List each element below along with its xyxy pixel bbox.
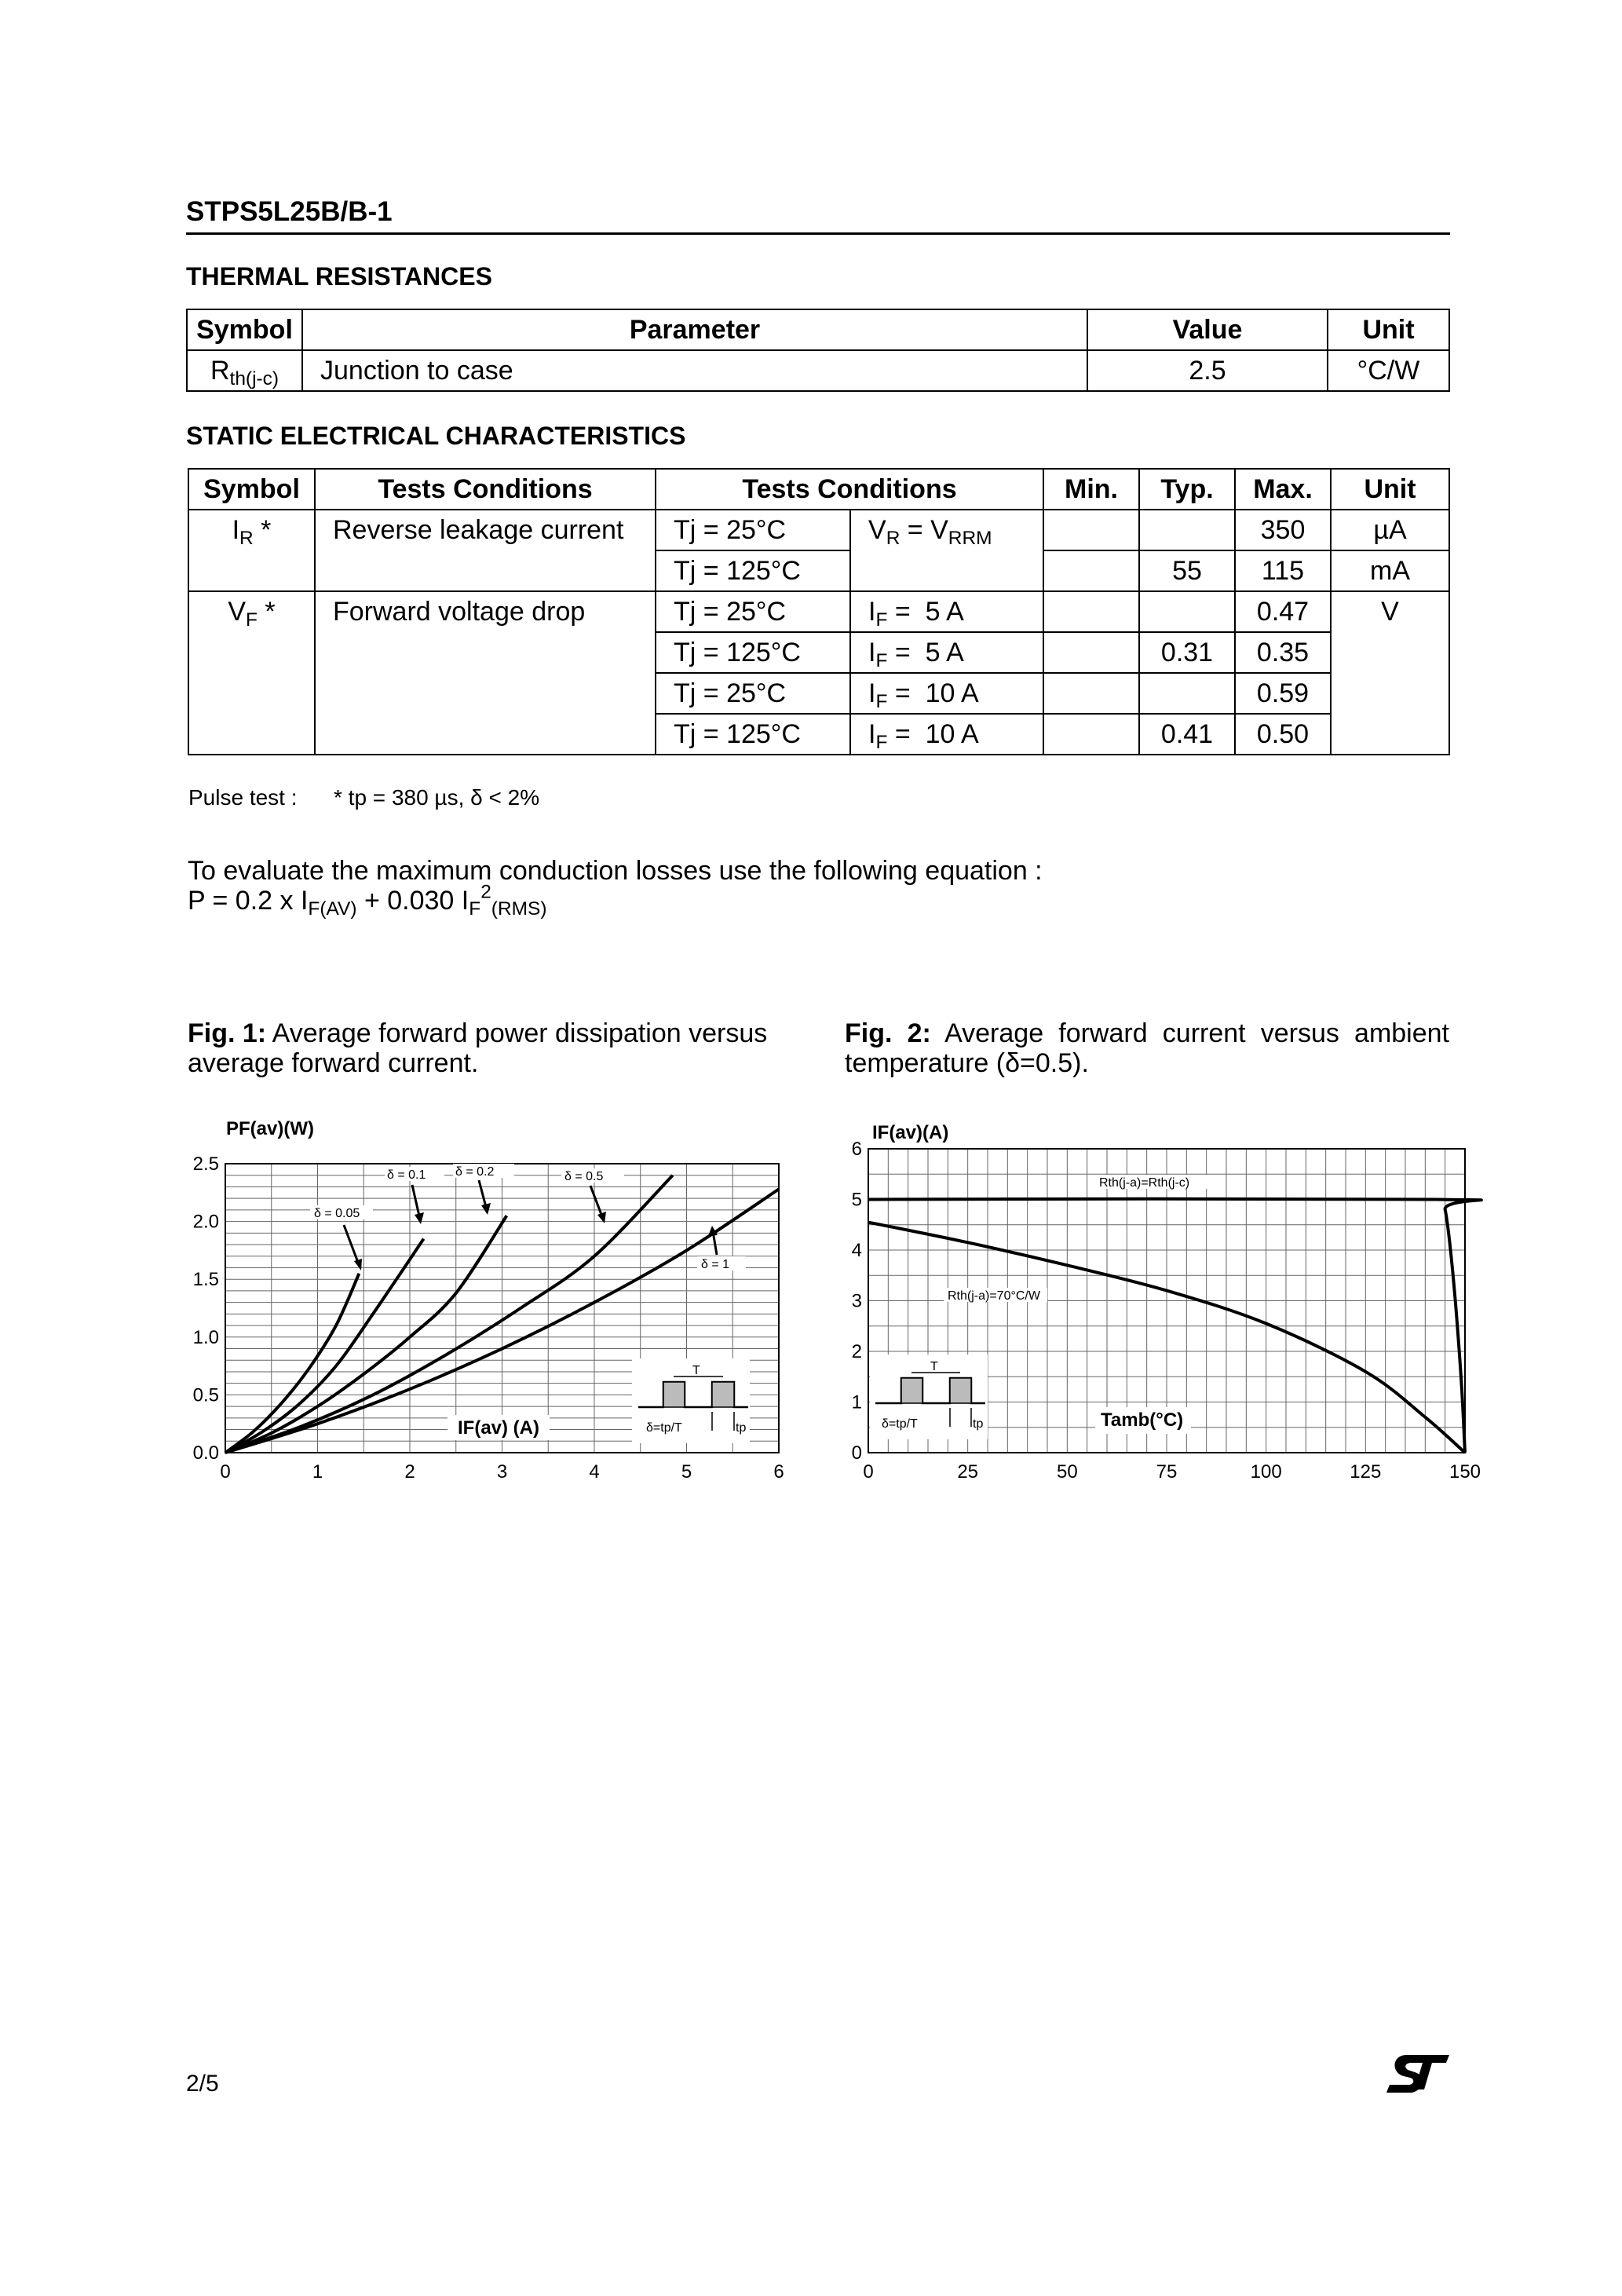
min-cell xyxy=(1043,510,1139,550)
tj-cell: Tj = 25°C xyxy=(656,591,850,632)
typ-cell xyxy=(1139,510,1235,550)
col-header: Unit xyxy=(1328,309,1449,350)
x-tick-label: 50 xyxy=(1056,1461,1078,1483)
condition-cell: $I_F = 10$ A xyxy=(850,673,1043,714)
x-tick-label: 0 xyxy=(220,1461,231,1483)
pulse-hatch xyxy=(950,1378,971,1403)
tp-label: tp xyxy=(736,1421,747,1435)
col-header: Typ. xyxy=(1139,469,1235,510)
y-tick-label: 3 xyxy=(851,1290,862,1312)
max-cell: 0.50 xyxy=(1235,714,1331,755)
parameter-cell: Forward voltage drop xyxy=(315,591,656,755)
min-cell xyxy=(1043,673,1139,714)
thermal-table xyxy=(186,309,1450,392)
x-axis-label: Tamb(°C) xyxy=(1101,1409,1184,1431)
y-tick-label: 2 xyxy=(851,1341,862,1362)
table-header-row xyxy=(188,469,1449,510)
col-header: Max. xyxy=(1235,469,1331,510)
x-tick-label: 1 xyxy=(312,1461,323,1483)
parameter-cell: Reverse leakage current xyxy=(315,510,656,591)
document-title: STPS5L25B/B-1 xyxy=(186,196,393,227)
pulse-test-label: Pulse test : xyxy=(188,785,298,810)
period-label: T xyxy=(930,1360,938,1373)
y-tick-label: 1.5 xyxy=(192,1269,219,1291)
series-label: Rth(j-a)=70°C/W xyxy=(948,1289,1040,1303)
arrowhead xyxy=(354,1259,362,1270)
series-label: δ = 0.2 xyxy=(455,1165,495,1179)
tj-cell: Tj = 25°C xyxy=(656,510,850,550)
pulse-hatch xyxy=(901,1378,922,1403)
symbol-cell: $R_{th(j-c)}$ xyxy=(187,350,302,391)
y-tick-label: 2.0 xyxy=(192,1211,219,1233)
x-tick-label: 3 xyxy=(496,1461,508,1483)
x-tick-label: 4 xyxy=(589,1461,600,1483)
tj-cell: Tj = 25°C xyxy=(656,673,850,714)
period-label: T xyxy=(692,1364,700,1377)
tj-cell: Tj = 125°C xyxy=(656,550,850,591)
col-header: Parameter xyxy=(302,309,1087,350)
x-tick-label: 25 xyxy=(957,1461,979,1483)
series-label: δ = 0.1 xyxy=(387,1168,426,1182)
symbol-cell: $I_R$ * xyxy=(188,510,315,591)
x-tick-label: 2 xyxy=(404,1461,415,1483)
max-cell: 0.35 xyxy=(1235,632,1331,673)
x-tick-label: 100 xyxy=(1250,1461,1282,1483)
max-cell: 350 xyxy=(1235,510,1331,550)
y-tick-label: 4 xyxy=(851,1240,862,1261)
y-tick-label: 1.0 xyxy=(192,1326,219,1348)
col-header: Tests Conditions xyxy=(656,469,1043,510)
table-row xyxy=(187,350,1449,391)
condition-cell: $I_F = 10$ A xyxy=(850,714,1043,755)
pulse-inset xyxy=(632,1358,750,1443)
unit-cell: µA xyxy=(1331,510,1449,550)
col-header: Tests Conditions xyxy=(315,469,656,510)
symbol-cell: $V_F$ * xyxy=(188,591,315,755)
thermal-section-title: THERMAL RESISTANCES xyxy=(186,262,492,291)
col-header: Symbol xyxy=(187,309,302,350)
col-header: Symbol xyxy=(188,469,315,510)
table-header-row xyxy=(187,309,1449,350)
y-tick-labels xyxy=(193,1153,219,1464)
x-tick-labels xyxy=(863,1461,1481,1483)
condition-cell: $V_R = V_{RRM}$ xyxy=(850,510,1043,591)
st-logo-shape xyxy=(1386,2055,1449,2093)
y-axis-label: PF(av)(W) xyxy=(226,1118,314,1139)
y-tick-label: 0.0 xyxy=(192,1442,219,1464)
arrowhead xyxy=(481,1203,491,1215)
duty-label: δ=tp/T xyxy=(646,1421,682,1435)
pulse-test-value: * tp = 380 µs, δ < 2% xyxy=(334,785,540,810)
x-tick-label: 125 xyxy=(1350,1461,1382,1483)
typ-cell: 55 xyxy=(1139,550,1235,591)
condition-cell: $I_F = 5$ A xyxy=(850,591,1043,632)
y-tick-labels xyxy=(852,1139,862,1464)
table-row xyxy=(188,591,1449,632)
duty-label: δ=tp/T xyxy=(882,1417,918,1431)
col-header: Min. xyxy=(1043,469,1139,510)
tp-label: tp xyxy=(973,1417,984,1431)
x-axis-label: IF(av) (A) xyxy=(458,1417,539,1439)
x-tick-label: 75 xyxy=(1156,1461,1178,1483)
max-cell: 115 xyxy=(1235,550,1331,591)
y-tick-label: 6 xyxy=(851,1139,862,1160)
pulse-inset xyxy=(870,1355,988,1439)
unit-cell: V xyxy=(1331,591,1449,755)
condition-cell: $I_F = 5$ A xyxy=(850,632,1043,673)
min-cell xyxy=(1043,714,1139,755)
x-tick-labels xyxy=(220,1461,784,1483)
min-cell xyxy=(1043,632,1139,673)
series-label: δ = 1 xyxy=(701,1258,730,1271)
min-cell xyxy=(1043,591,1139,632)
pulse-hatch xyxy=(663,1382,685,1407)
typ-cell xyxy=(1139,591,1235,632)
y-tick-label: 1 xyxy=(851,1391,862,1413)
max-cell: 0.47 xyxy=(1235,591,1331,632)
series-label: δ = 0.05 xyxy=(314,1207,360,1220)
tj-cell: Tj = 125°C xyxy=(656,714,850,755)
y-tick-label: 5 xyxy=(851,1189,862,1211)
fig1-chart xyxy=(177,1115,805,1484)
unit-cell: mA xyxy=(1331,550,1449,591)
page-number: 2/5 xyxy=(186,2071,219,2097)
col-header: Value xyxy=(1087,309,1328,350)
arrowhead xyxy=(415,1212,424,1224)
typ-cell xyxy=(1139,673,1235,714)
fig2-chart xyxy=(836,1115,1481,1484)
y-tick-label: 0 xyxy=(851,1442,862,1464)
fig2-caption: Fig. 2: Average forward current versus ambient temperature (δ=0.5). xyxy=(845,1018,1449,1078)
x-tick-label: 6 xyxy=(773,1461,784,1483)
max-cell: 0.59 xyxy=(1235,673,1331,714)
st-logo-icon xyxy=(1383,2052,1451,2097)
static-section-title: STATIC ELECTRICAL CHARACTERISTICS xyxy=(186,422,686,450)
static-table xyxy=(188,468,1450,755)
equation: P = 0.2 x $I_{F(AV)} + 0.030$ $I_F^2_{(RMS)}$ xyxy=(188,881,547,919)
x-tick-label: 150 xyxy=(1448,1461,1481,1483)
y-tick-label: 0.5 xyxy=(192,1384,219,1406)
typ-cell: 0.31 xyxy=(1139,632,1235,673)
series-label: δ = 0.5 xyxy=(564,1170,604,1183)
series-label: Rth(j-a)=Rth(j-c) xyxy=(1099,1176,1190,1190)
col-header: Unit xyxy=(1331,469,1449,510)
table-row xyxy=(188,510,1449,550)
title-divider xyxy=(186,232,1450,235)
unit-cell: °C/W xyxy=(1328,350,1449,391)
pulse-hatch xyxy=(712,1382,734,1407)
y-tick-label: 2.5 xyxy=(192,1153,219,1175)
y-axis-label: IF(av)(A) xyxy=(872,1122,949,1143)
tj-cell: Tj = 125°C xyxy=(656,632,850,673)
fig1-caption: Fig. 1: Average forward power dissipation versus average forward current. xyxy=(188,1018,768,1078)
typ-cell: 0.41 xyxy=(1139,714,1235,755)
parameter-cell: Junction to case xyxy=(302,350,1087,391)
value-cell: 2.5 xyxy=(1087,350,1328,391)
x-tick-label: 0 xyxy=(863,1461,874,1483)
equation-intro: To evaluate the maximum conduction losses use the following equation : xyxy=(188,856,1043,886)
min-cell xyxy=(1043,550,1139,591)
x-tick-label: 5 xyxy=(681,1461,692,1483)
